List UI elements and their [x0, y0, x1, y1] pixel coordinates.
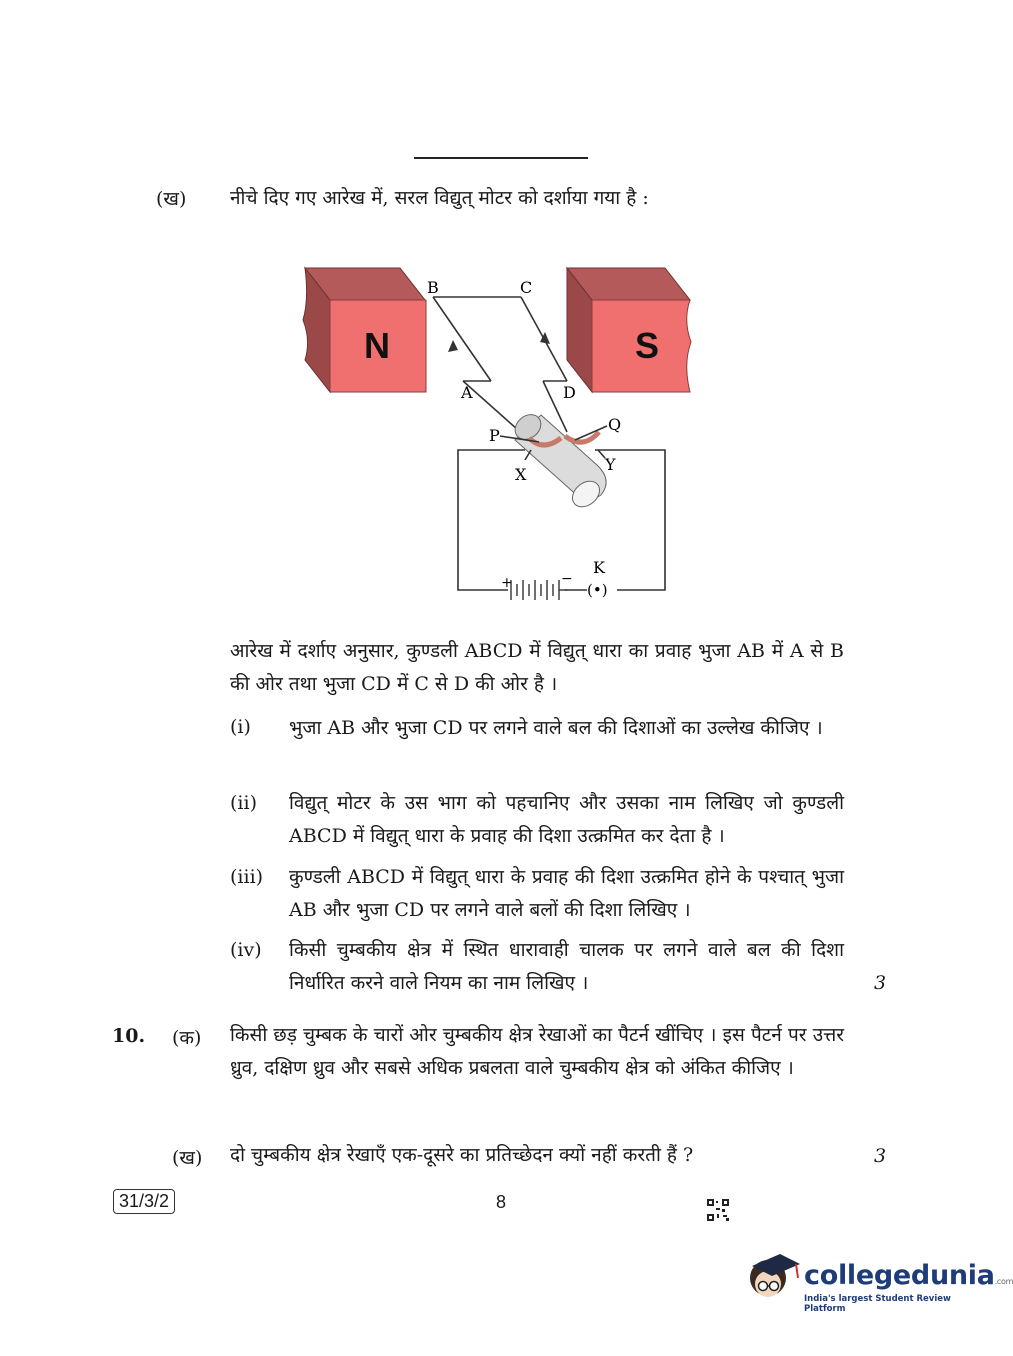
subq-4-text: किसी चुम्बकीय क्षेत्र में स्थित धारावाही चालक पर लगने वाले बल की दिशा निर्धारित करने वाले नियम का नाम लिखिए ।	[289, 939, 844, 994]
qr-code-icon	[707, 1199, 729, 1221]
paper-code: 31/3/2	[113, 1189, 175, 1214]
description-text: आरेख में दर्शाए अनुसार, कुण्डली ABCD में विद्युत् धारा का प्रवाह भुजा AB में A से B की ओर तथा भुजा CD में C से D की ओर है ।	[230, 640, 844, 695]
subq-3-text: कुण्डली ABCD में विद्युत् धारा के प्रवाह की दिशा उत्क्रमित होने के पश्चात् भुजा AB और भुजा CD पर लगने वाले बलों की दिशा लिखिए ।	[289, 866, 844, 921]
marks-9b: 3	[874, 972, 887, 994]
part-b-intro: नीचे दिए गए आरेख में, सरल विद्युत् मोटर को दर्शाया गया है :	[230, 187, 649, 209]
brand-com: .com	[994, 1277, 1013, 1286]
q10-b-label: (ख)	[172, 1147, 203, 1169]
brand-tagline: India's largest Student Review Platform	[804, 1294, 951, 1314]
subq-1-text: भुजा AB और भुजा CD पर लगने वाले बल की दिशाओं का उल्लेख कीजिए ।	[289, 717, 823, 739]
label-y: Y	[605, 455, 616, 474]
header-rule	[414, 157, 588, 159]
subq-3-num: (iii)	[230, 866, 264, 888]
electric-motor-diagram	[295, 260, 705, 605]
mascot-icon	[742, 1248, 802, 1308]
label-k: K	[593, 558, 605, 577]
label-x: X	[515, 465, 527, 484]
q10-number: 10.	[112, 1025, 146, 1047]
label-b: B	[427, 278, 439, 297]
label-c: C	[520, 278, 533, 297]
split-ring-commutator	[510, 410, 606, 512]
coil-abcd	[433, 297, 567, 438]
label-d: D	[563, 383, 576, 402]
key-symbol: (•)	[587, 581, 608, 599]
page-number: 8	[496, 1192, 507, 1212]
subq-2-num: (ii)	[230, 792, 257, 814]
south-pole-label: S	[634, 325, 660, 366]
brand-name: collegedunia	[804, 1260, 995, 1291]
south-magnet	[567, 268, 691, 392]
label-p: P	[489, 426, 500, 445]
subq-2-text: विद्युत् मोटर के उस भाग को पहचानिए और उसका नाम लिखिए जो कुण्डली ABCD में विद्युत् धारा के प्रवाह की दिशा उत्क्रमित कर देता है ।	[289, 792, 844, 847]
q10-a-label: (क)	[172, 1027, 202, 1049]
north-magnet	[303, 268, 426, 392]
battery-minus: −	[561, 571, 573, 587]
label-q: Q	[608, 415, 622, 434]
subq-4-num: (iv)	[230, 939, 262, 961]
q10-a-text: किसी छड़ चुम्बक के चारों ओर चुम्बकीय क्षेत्र रेखाओं का पैटर्न खींचिए । इस पैटर्न पर उत्तर ध्रुव, दक्षिण ध्रुव और सबसे अधिक प्रबलता वाले चुम्बकीय क्षेत्र को अंकित कीजिए ।	[230, 1024, 844, 1079]
battery	[511, 580, 567, 600]
subq-1-num: (i)	[230, 716, 251, 738]
part-b-label: (ख)	[156, 188, 187, 210]
collegedunia-logo	[742, 1248, 1013, 1314]
battery-plus: +	[501, 575, 513, 591]
label-a: A	[461, 383, 473, 402]
q10-b-text: दो चुम्बकीय क्षेत्र रेखाएँ एक-दूसरे का प्रतिच्छेदन क्यों नहीं करती हैं ?	[230, 1144, 694, 1166]
north-pole-label: N	[364, 325, 390, 366]
arrow-ab	[448, 340, 458, 352]
q10-marks: 3	[874, 1145, 887, 1167]
